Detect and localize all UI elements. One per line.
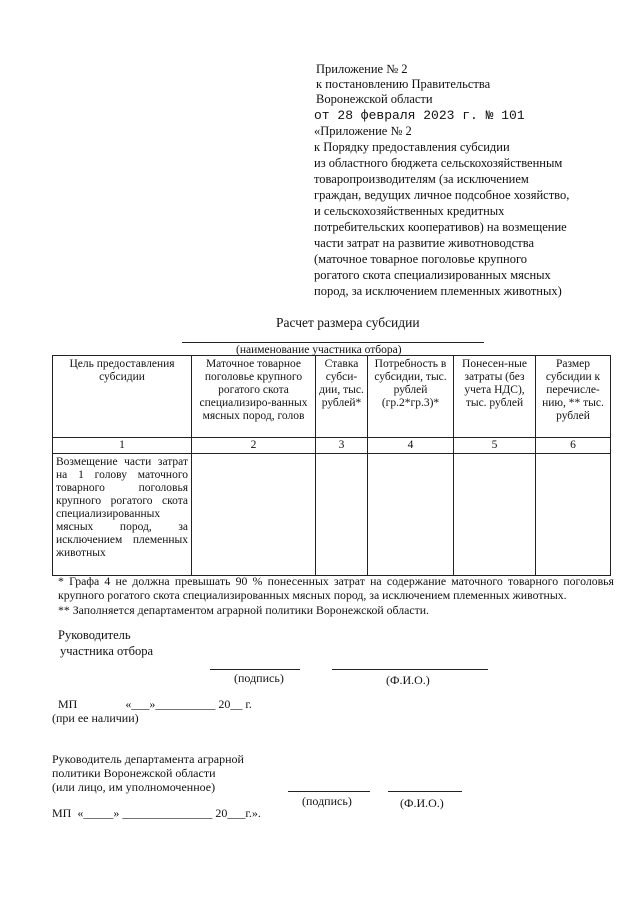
column-number: 3 — [316, 438, 368, 454]
table-row — [53, 454, 611, 576]
fio-line — [332, 669, 488, 670]
column-number: 2 — [192, 438, 316, 454]
head-title-line1: Руководитель — [58, 628, 131, 642]
header-cell: Ставка субси-дии, тыс. рублей* — [316, 356, 368, 438]
column-number: 5 — [454, 438, 536, 454]
purpose-cell: Возмещение части затрат на 1 голову маточного товарного поголовья крупного рогатого скота специализированных мясных пород, за исключением племенных животных — [53, 454, 192, 576]
column-number: 4 — [368, 438, 454, 454]
header-cell: Маточное товарное поголовье крупного рогатого скота специализиро-ванных мясных пород, голов — [192, 356, 316, 438]
fio-line-2 — [388, 791, 462, 792]
participant-name-line — [182, 342, 484, 343]
subsidy-amount-cell[interactable] — [536, 454, 611, 576]
appendix-line: «Приложение № 2 — [314, 124, 412, 138]
header-cell: Цель предоставления субсидии — [53, 356, 192, 438]
footnote-2: ** Заполняется департаментом аграрной политики Воронежской области. — [58, 603, 429, 617]
appendix-line: граждан, ведущих личное подсобное хозяйство, — [314, 188, 570, 202]
stamp-date-line-2: МП «_____» _______________ 20___г.». — [52, 806, 261, 820]
appendix-line: товаропроизводителям (за исключением — [314, 172, 529, 186]
appendix-line: к постановлению Правительства — [316, 77, 491, 91]
signature-caption-2: (подпись) — [302, 794, 352, 808]
appendix-line: потребительских кооперативов) на возмещение — [314, 220, 567, 234]
signature-caption: (подпись) — [234, 671, 284, 685]
signature-line-2 — [288, 791, 370, 792]
need-cell[interactable] — [368, 454, 454, 576]
costs-cell[interactable] — [454, 454, 536, 576]
appendix-date-line: от 28 февраля 2023 г. № 101 — [314, 108, 525, 123]
fio-caption: (Ф.И.О.) — [386, 673, 430, 687]
stamp-date-line: МП «___»__________ 20__ г. — [58, 697, 252, 711]
appendix-line: к Порядку предоставления субсидии — [314, 140, 510, 154]
header-cell: Размер субсидии к перечисле-нию, ** тыс. рублей — [536, 356, 611, 438]
appendix-line: Воронежской области — [316, 92, 433, 106]
appendix-line: Приложение № 2 — [316, 62, 408, 76]
appendix-line: из областного бюджета сельскохозяйственным — [314, 156, 563, 170]
subsidy-table — [52, 355, 611, 576]
rate-cell[interactable] — [316, 454, 368, 576]
stamp-note: (при ее наличии) — [52, 711, 139, 725]
dept-title-line2: политики Воронежской области — [52, 766, 216, 780]
signature-line — [210, 669, 300, 670]
participant-caption: (наименование участника отбора) — [236, 344, 402, 356]
fio-caption-2: (Ф.И.О.) — [400, 796, 444, 810]
column-number: 1 — [53, 438, 192, 454]
column-number: 6 — [536, 438, 611, 454]
appendix-line: пород, за исключением племенных животных) — [314, 284, 562, 298]
header-cell: Понесен-ные затраты (без учета НДС), тыс. рублей — [454, 356, 536, 438]
document-title: Расчет размера субсидии — [276, 315, 420, 330]
table-header-row — [53, 356, 611, 438]
dept-title-line1: Руководитель департамента аграрной — [52, 752, 244, 766]
footnote-1: * Графа 4 не должна превышать 90 % понесенных затрат на содержание маточного товарного поголовья крупного рогатого скота специализированных мясных пород, за исключением племенных животных. — [58, 574, 614, 602]
head-title-line2: участника отбора — [60, 644, 153, 658]
table-number-row — [53, 438, 611, 454]
appendix-line: и сельскохозяйственных кредитных — [314, 204, 505, 218]
appendix-line: части затрат на развитие животноводства — [314, 236, 535, 250]
header-cell: Потребность в субсидии, тыс. рублей (гр.2*гр.3)* — [368, 356, 454, 438]
livestock-count-cell[interactable] — [192, 454, 316, 576]
dept-title-line3: (или лицо, им уполномоченное) — [52, 780, 216, 794]
appendix-line: рогатого скота специализированных мясных — [314, 268, 551, 282]
appendix-line: (маточное товарное поголовье крупного — [314, 252, 528, 266]
